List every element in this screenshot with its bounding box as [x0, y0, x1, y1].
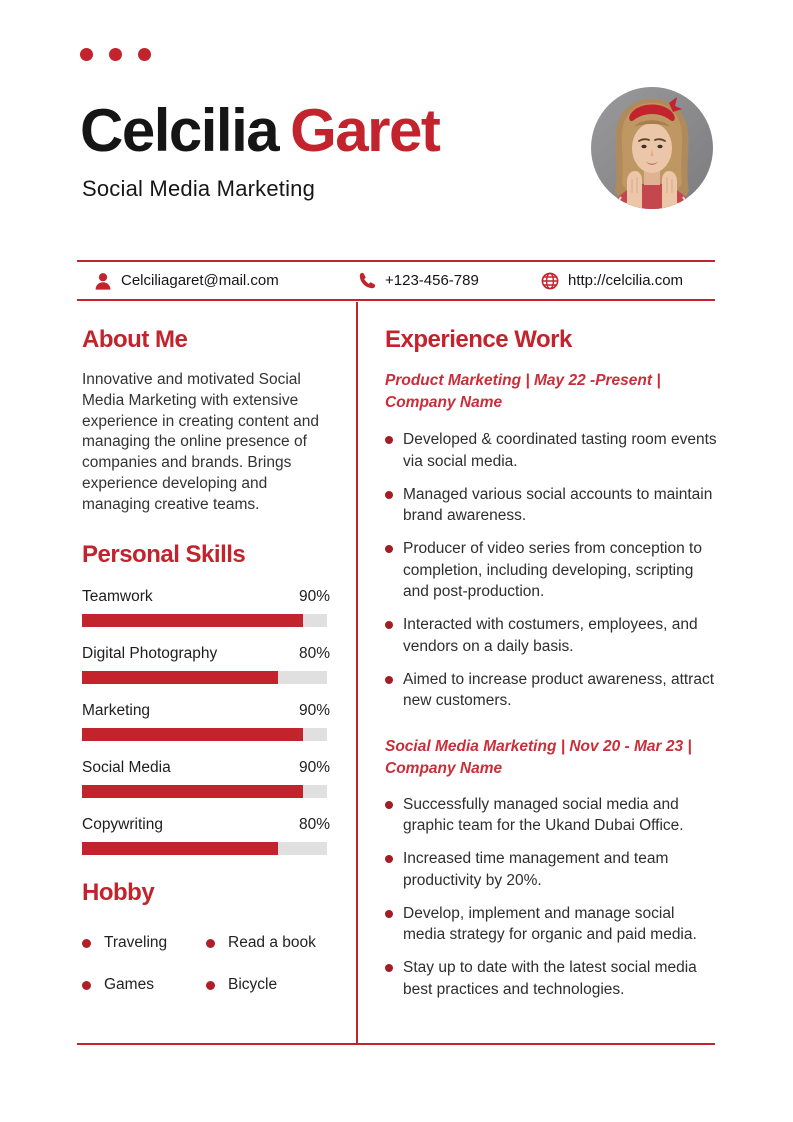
- website-text: http://celcilia.com: [568, 272, 684, 289]
- name-heading: [80, 97, 440, 164]
- skill-row: [82, 758, 330, 798]
- bullet-text: Producer of video series from conception to completion, including developing, scripting and post-production.: [403, 540, 702, 600]
- left-column: [82, 326, 330, 995]
- skill-label: Social Media: [82, 759, 171, 777]
- contact-email[interactable]: [93, 262, 279, 299]
- bullet-dot-icon: [385, 910, 393, 918]
- skill-label: Digital Photography: [82, 645, 218, 663]
- first-name: Celcilia: [80, 97, 279, 164]
- red-dot-icon: [109, 48, 122, 61]
- skill-percent: 80%: [298, 645, 330, 663]
- hobby-section-title: Hobby: [82, 879, 155, 907]
- experience-bullet: [385, 794, 717, 837]
- experience-bullet: [385, 614, 717, 657]
- experience-jobs: [385, 370, 717, 1000]
- skill-bar-track: [82, 728, 327, 741]
- about-text: Innovative and motivated Social Media Marketing with extensive experience in creating content and managing the online presence of companies and brands. Brings experience developing and managing creative teams.: [82, 371, 319, 513]
- bullet-text: Aimed to increase product awareness, attract new customers.: [403, 670, 715, 709]
- bullet-text: Managed various social accounts to maintain brand awareness.: [403, 485, 713, 524]
- bullet-dot-icon: [385, 621, 393, 629]
- skill-bar-fill: [82, 671, 278, 684]
- experience-bullet: [385, 848, 717, 891]
- bullet-dot-icon: [385, 801, 393, 809]
- skill-bar-fill: [82, 785, 303, 798]
- right-column: [385, 326, 717, 1012]
- bullet-dot-icon: [206, 981, 215, 990]
- bullet-dot-icon: [385, 964, 393, 972]
- hobby-label: Read a book: [228, 934, 316, 952]
- experience-bullet: [385, 429, 717, 472]
- skill-label: Marketing: [82, 702, 151, 720]
- portrait-illustration: [591, 87, 713, 209]
- bullet-dot-icon: [385, 436, 393, 444]
- email-text: Celciliagaret@mail.com: [121, 272, 279, 289]
- experience-bullet: [385, 903, 717, 946]
- bullet-text: Interacted with costumers, employees, and vendors on a daily basis.: [403, 616, 698, 655]
- experience-bullet: [385, 484, 717, 527]
- hobby-label: Bicycle: [228, 976, 278, 994]
- bullet-dot-icon: [82, 939, 91, 948]
- hobby-item: [206, 933, 330, 953]
- decorative-dots: [80, 48, 151, 61]
- phone-text: +123-456-789: [385, 272, 479, 289]
- bullet-text: Stay up to date with the latest social media best practices and technologies.: [403, 959, 697, 998]
- red-dot-icon: [138, 48, 151, 61]
- bullet-text: Developed & coordinated tasting room events via social media.: [403, 431, 717, 470]
- bullet-text: Successfully managed social media and graphic team for the Ukand Dubai Office.: [403, 795, 684, 834]
- bullet-dot-icon: [385, 676, 393, 684]
- skill-bar-track: [82, 785, 327, 798]
- job-bullet-list: [385, 429, 717, 712]
- skill-label: Teamwork: [82, 588, 153, 606]
- experience-bullet: [385, 669, 717, 712]
- about-section-title: About Me: [82, 326, 188, 353]
- contact-phone[interactable]: [358, 262, 479, 299]
- skill-bar-fill: [82, 614, 303, 627]
- bullet-dot-icon: [82, 981, 91, 990]
- contact-website[interactable]: [540, 262, 683, 299]
- bullet-text: Increased time management and team productivity by 20%.: [403, 850, 669, 889]
- skill-row: [82, 644, 330, 684]
- skill-percent: 90%: [298, 588, 330, 606]
- column-divider: [356, 302, 358, 1043]
- last-name: Garet: [290, 97, 440, 164]
- hobby-item: [82, 975, 206, 995]
- experience-section-title: Experience Work: [385, 326, 572, 353]
- skill-row: [82, 701, 330, 741]
- bullet-dot-icon: [206, 939, 215, 948]
- skill-bar-track: [82, 842, 327, 855]
- skill-row: [82, 587, 330, 627]
- experience-bullet: [385, 538, 717, 603]
- experience-bullet: [385, 957, 717, 1000]
- skill-percent: 90%: [298, 702, 330, 720]
- skill-bar-fill: [82, 842, 278, 855]
- job-heading: Product Marketing | May 22 -Present | Company Name: [385, 372, 661, 411]
- hobby-label: Games: [104, 976, 154, 994]
- bullet-dot-icon: [385, 855, 393, 863]
- skill-bar-track: [82, 614, 327, 627]
- job-title: Social Media Marketing: [82, 176, 316, 201]
- skills-list: [82, 587, 330, 855]
- bullet-dot-icon: [385, 545, 393, 553]
- job-heading: Social Media Marketing | Nov 20 - Mar 23 | Company Name: [385, 737, 692, 777]
- hobby-item: [82, 933, 206, 953]
- skill-bar-fill: [82, 728, 303, 741]
- bottom-rule: [77, 1043, 715, 1045]
- bullet-dot-icon: [385, 491, 393, 499]
- job-bullet-list: [385, 794, 717, 1001]
- phone-icon: [358, 271, 377, 290]
- contact-bar: [77, 260, 715, 301]
- hobby-label: Traveling: [104, 934, 168, 952]
- hobby-list: [82, 933, 330, 995]
- hobby-item: [206, 975, 330, 995]
- skill-bar-track: [82, 671, 327, 684]
- bullet-text: Develop, implement and manage social media strategy for organic and paid media.: [403, 904, 697, 943]
- globe-icon: [540, 271, 560, 291]
- red-dot-icon: [80, 48, 93, 61]
- profile-photo: [591, 87, 713, 209]
- skills-section-title: Personal Skills: [82, 541, 246, 569]
- skill-label: Copywriting: [82, 816, 163, 834]
- person-icon: [93, 271, 113, 291]
- skill-row: [82, 815, 330, 855]
- skill-percent: 90%: [298, 759, 330, 777]
- skill-percent: 80%: [298, 816, 330, 834]
